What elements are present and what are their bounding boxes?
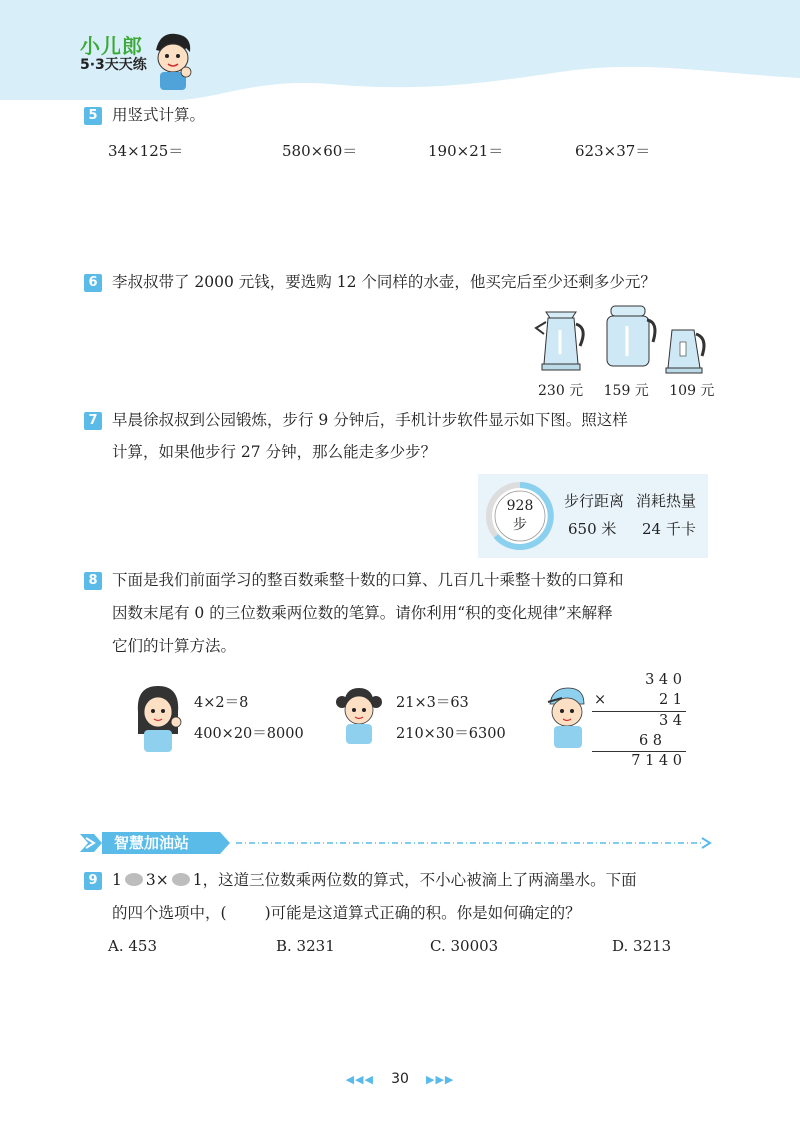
question-number-8: 8 xyxy=(84,572,102,590)
question-number-6: 6 xyxy=(84,274,102,292)
option-c: C. 30003 xyxy=(430,937,499,955)
girl1-eq-1: 4×2＝8 xyxy=(194,695,249,711)
step-count-value: 928 xyxy=(506,498,534,514)
q9-digit-1: 1 xyxy=(112,871,122,889)
q9-text-2b: )可能是这道算式正确的积。你是如何确定的？ xyxy=(264,904,581,922)
kettle-prices xyxy=(538,380,730,400)
q9-digit-2: 3× xyxy=(145,871,169,889)
right-arrows-icon: ▶▶▶ xyxy=(426,1073,455,1086)
distance-value: 650 米 xyxy=(568,520,617,538)
price-2: 159 元 xyxy=(603,383,649,399)
calories-label: 消耗热量 xyxy=(636,492,697,510)
girl2-eq-2: 210×30＝6300 xyxy=(396,726,506,742)
q5-item-4: 623×37＝ xyxy=(575,142,651,160)
q9-line-2 xyxy=(112,898,581,929)
brand-series: 5·3天天练 xyxy=(80,57,147,73)
vert-row-1: 3 4 0 xyxy=(645,672,682,688)
calories-value: 24 千卡 xyxy=(642,520,696,538)
girl-long-hair-icon xyxy=(132,682,184,754)
q8-line-1: 下面是我们前面学习的整百数乘整十数的口算、几百几十乘整十数的口算和 xyxy=(112,571,624,589)
boost-label: 智慧加油站 xyxy=(114,834,190,852)
option-b: B. 3231 xyxy=(276,937,335,955)
kettle-1-icon xyxy=(534,306,590,372)
q8-line-2: 因数末尾有 0 的三位数乘两位数的笔算。请你利用“积的变化规律”来解释 xyxy=(112,604,613,622)
distance-label: 步行距离 xyxy=(564,492,625,510)
brand-logo xyxy=(80,36,147,74)
ink-blot-icon xyxy=(125,873,143,886)
vert-line-1 xyxy=(592,711,686,712)
q5-item-2: 580×60＝ xyxy=(282,142,358,160)
step-count xyxy=(484,497,556,535)
q9-text-2a: 的四个选项中，( xyxy=(112,904,227,922)
vert-line-2 xyxy=(592,751,686,752)
q5-instruction: 用竖式计算。 xyxy=(112,106,206,124)
mascot-boy-icon xyxy=(150,32,196,90)
q5-item-3: 190×21＝ xyxy=(428,142,504,160)
price-3: 109 元 xyxy=(669,383,715,399)
boy-cap-icon xyxy=(542,684,590,748)
kettle-3-icon xyxy=(664,324,708,374)
q8-line-3: 它们的计算方法。 xyxy=(112,637,237,655)
q5-item-1: 34×125＝ xyxy=(108,142,184,160)
vert-sign: × xyxy=(594,692,607,708)
ink-blot-icon xyxy=(172,873,190,886)
question-number-9: 9 xyxy=(84,872,102,890)
vert-result: 7 1 4 0 xyxy=(631,753,682,769)
question-number-7: 7 xyxy=(84,412,102,430)
vert-row-2: 2 1 xyxy=(658,692,682,708)
left-arrows-icon: ◀◀◀ xyxy=(345,1073,374,1086)
option-a: A. 453 xyxy=(108,937,157,955)
q7-line-2: 计算，如果他步行 27 分钟，那么能走多少步？ xyxy=(112,443,437,461)
question-number-5: 5 xyxy=(84,107,102,125)
vert-row-4: 6 8 xyxy=(638,733,662,749)
brand-name: 小儿郎 xyxy=(80,34,143,58)
q6-text: 李叔叔带了 2000 元钱，要选购 12 个同样的水壶，他买完后至少还剩多少元？ xyxy=(112,273,656,291)
option-d: D. 3213 xyxy=(612,937,672,955)
page-footer xyxy=(0,1068,800,1087)
q9-line-1 xyxy=(112,865,637,896)
girl1-eq-2: 400×20＝8000 xyxy=(194,726,304,742)
price-1: 230 元 xyxy=(538,383,584,399)
girl-ponytails-icon xyxy=(336,684,382,744)
kettle-2-icon xyxy=(603,302,659,372)
q9-text-1: 1，这道三位数乘两位数的算式，不小心被滴上了两滴墨水。下面 xyxy=(192,871,637,889)
step-count-unit: 步 xyxy=(513,517,527,533)
vert-row-3: 3 4 xyxy=(658,713,682,729)
page-number: 30 xyxy=(391,1071,409,1087)
q7-line-1: 早晨徐叔叔到公园锻炼，步行 9 分钟后，手机计步软件显示如下图。照这样 xyxy=(112,411,628,429)
girl2-eq-1: 21×3＝63 xyxy=(396,695,469,711)
